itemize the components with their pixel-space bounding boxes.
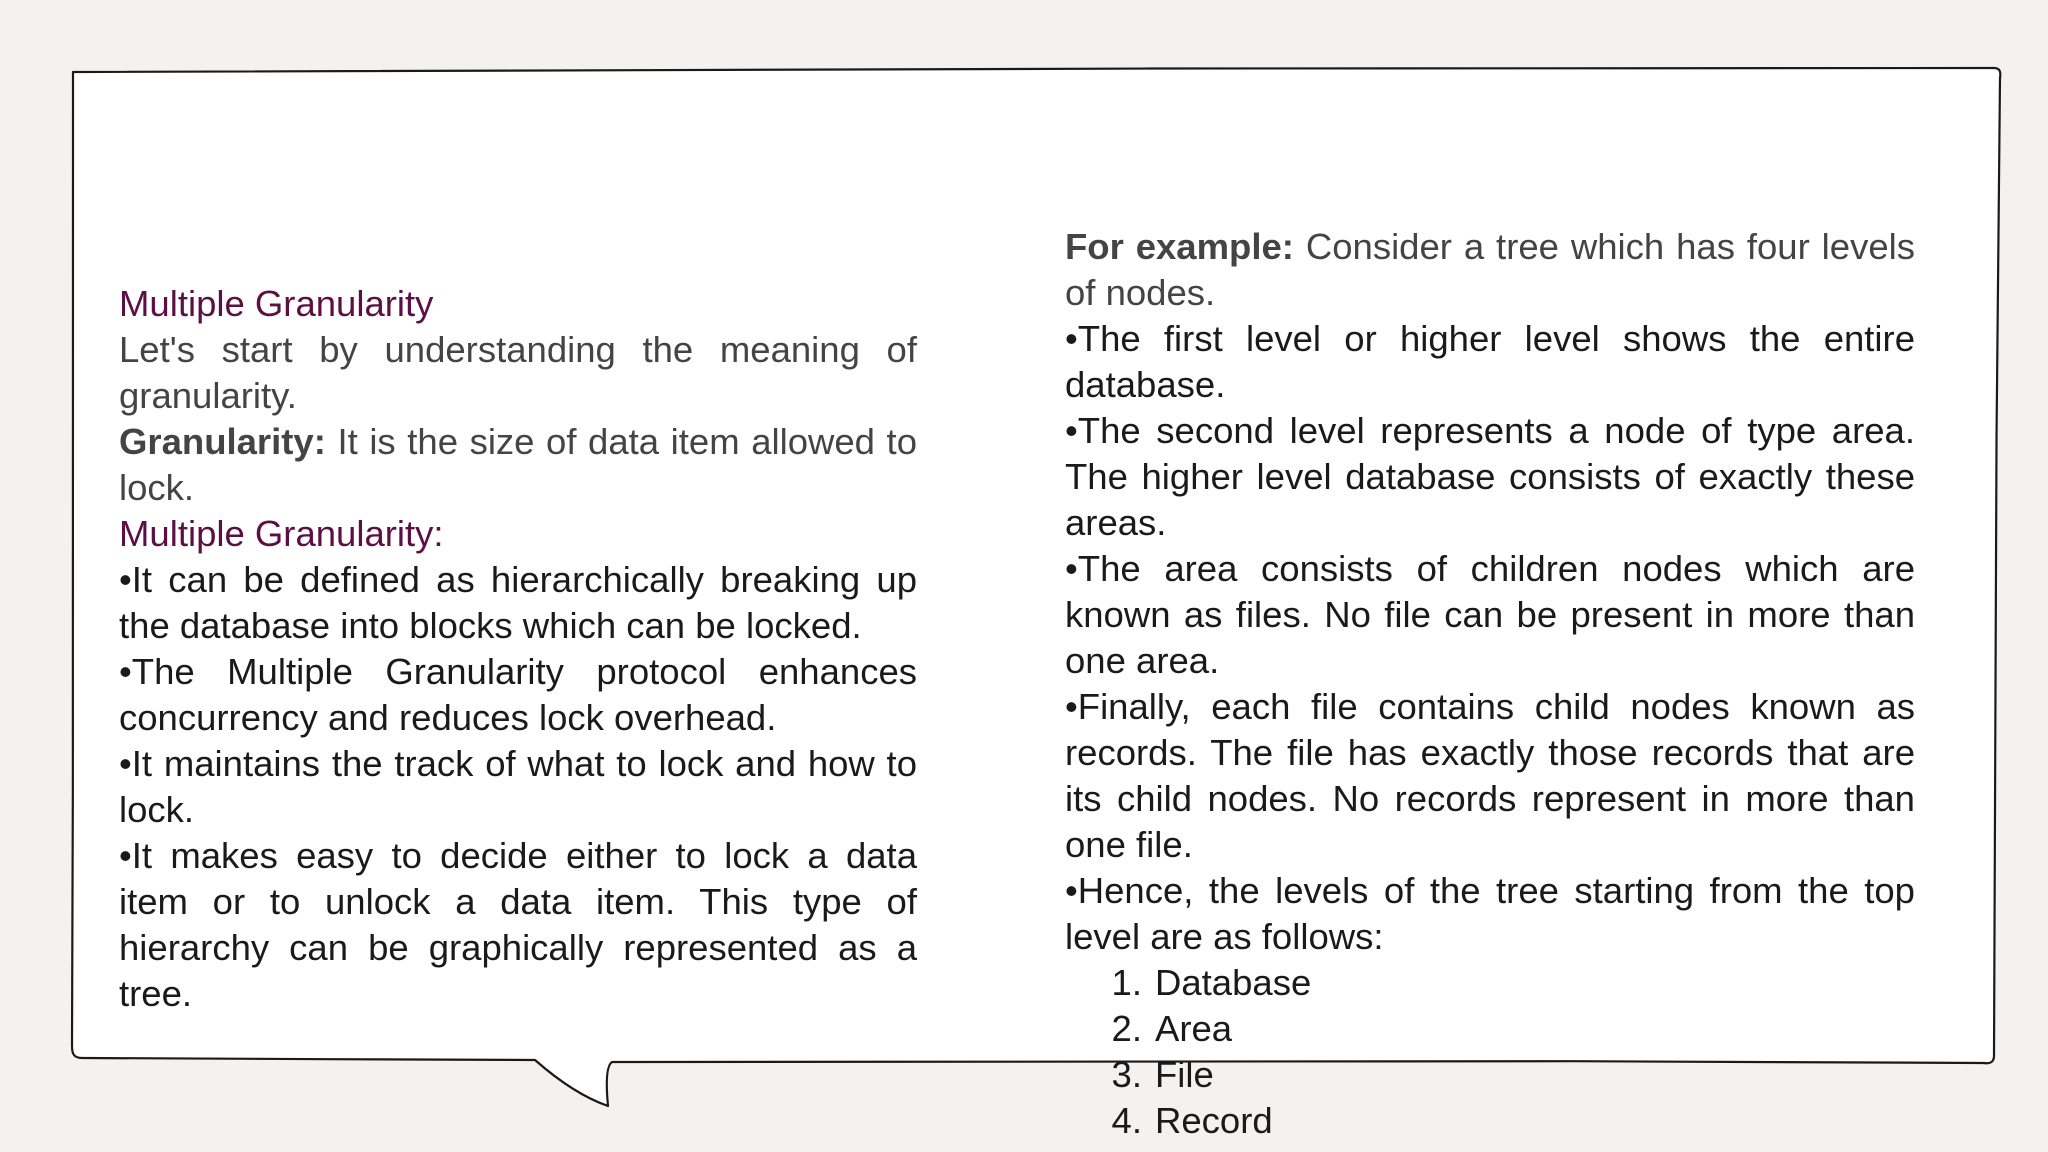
bullet-item: •It maintains the track of what to lock and how to lock.	[119, 743, 917, 830]
list-label: File	[1155, 1054, 1214, 1095]
left-column	[119, 281, 917, 1017]
bullet-item: •The first level or higher level shows the entire database.	[1065, 318, 1915, 405]
example-text: Consider a tree which has four levels of nodes.	[1065, 226, 1915, 313]
list-item	[1065, 1006, 1915, 1052]
bullet-item: •It makes easy to decide either to lock a data item or to unlock a data item. This type of hierarchy can be graphically represented as a tree.	[119, 835, 917, 1014]
list-item	[1065, 1052, 1915, 1098]
list-item	[1065, 960, 1915, 1006]
bullet-item: •The area consists of children nodes which are known as files. No file can be present in more than one area.	[1065, 548, 1915, 681]
bullet-item: •Hence, the levels of the tree starting from the top level are as follows:	[1065, 870, 1915, 957]
example-term: For example:	[1065, 226, 1294, 267]
bullet-item: •The second level represents a node of type area. The higher level database consists of exactly these areas.	[1065, 410, 1915, 543]
bullet-item: •It can be defined as hierarchically breaking up the database into blocks which can be locked.	[119, 559, 917, 646]
list-label: Database	[1155, 962, 1312, 1003]
list-number: 1.	[1111, 962, 1142, 1003]
list-label: Area	[1155, 1008, 1233, 1049]
bullet-item: •Finally, each file contains child nodes known as records. The file has exactly those records that are its child nodes. No records represent in more than one file.	[1065, 686, 1915, 865]
right-column	[1065, 224, 1915, 1144]
intro-paragraph: Let's start by understanding the meaning of granularity.	[119, 329, 917, 416]
definition-text: It is the size of data item allowed to lock.	[119, 421, 917, 508]
section-title: Multiple Granularity	[119, 283, 434, 324]
list-number: 2.	[1111, 1008, 1142, 1049]
example-paragraph	[1065, 224, 1915, 316]
list-item	[1065, 1098, 1915, 1144]
list-label: Record	[1155, 1100, 1273, 1141]
list-number: 4.	[1111, 1100, 1142, 1141]
list-number: 3.	[1111, 1054, 1142, 1095]
subsection-title: Multiple Granularity:	[119, 513, 444, 554]
bullet-item: •The Multiple Granularity protocol enhances concurrency and reduces lock overhead.	[119, 651, 917, 738]
tree-levels-list	[1065, 960, 1915, 1144]
granularity-definition	[119, 419, 917, 511]
definition-term: Granularity:	[119, 421, 326, 462]
